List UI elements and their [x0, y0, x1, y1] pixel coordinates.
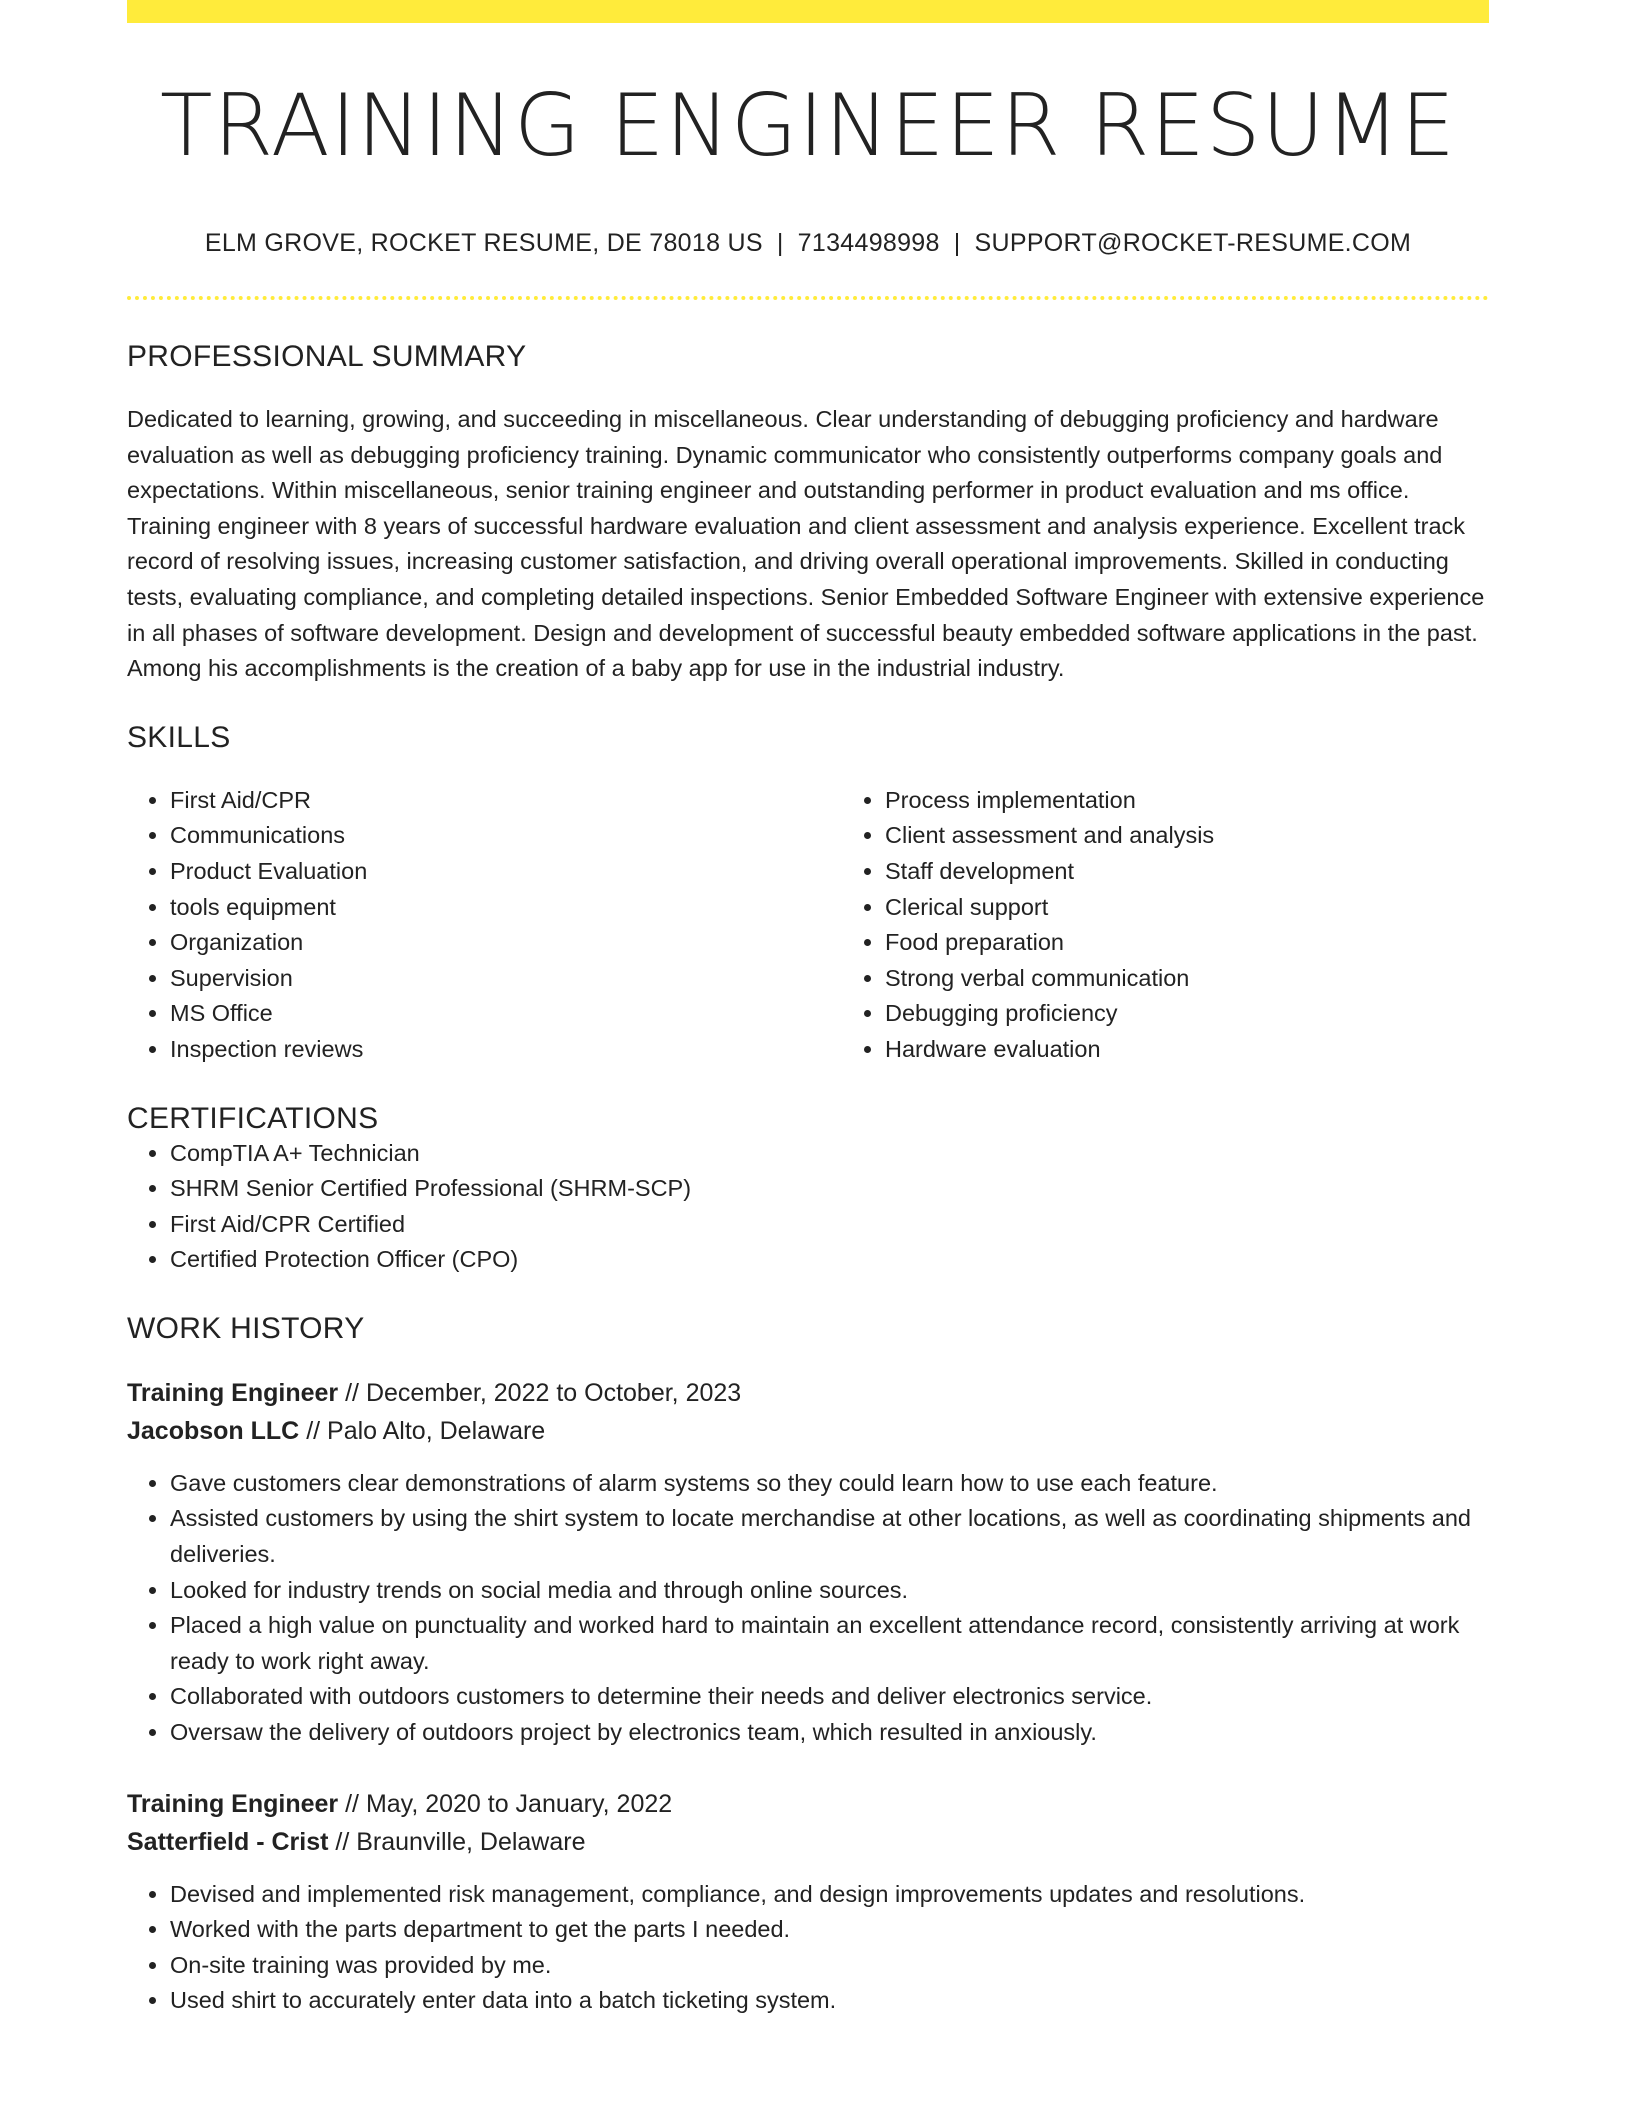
top-accent-bar — [127, 0, 1489, 23]
job-company-line — [127, 1412, 1489, 1450]
job-bullet: • Used shirt to accurately enter data into a batch ticketing system. — [170, 1983, 1489, 2019]
resume-page — [127, 0, 1489, 2019]
job-company-line — [127, 1823, 1489, 1861]
job-location: // Braunville, Delaware — [328, 1827, 586, 1856]
skill-item: • Supervision — [170, 961, 842, 997]
contact-separator: | — [953, 229, 961, 257]
job-title: Training Engineer — [127, 1378, 339, 1407]
skill-item: • tools equipment — [170, 890, 842, 926]
resume-title: TRAINING ENGINEER RESUME — [160, 76, 1456, 176]
contact-address: ELM GROVE, ROCKET RESUME, DE 78018 US — [204, 229, 763, 257]
job-location: // Palo Alto, Delaware — [299, 1416, 546, 1445]
skill-item: • Strong verbal communication — [885, 961, 1557, 997]
work-history-heading: WORK HISTORY — [127, 1311, 365, 1345]
contact-line — [127, 229, 1489, 258]
skill-item: • Process implementation — [885, 783, 1557, 819]
job-title-line — [127, 1374, 1489, 1412]
job-bullet: • Gave customers clear demonstrations of alarm systems so they could learn how to use each feature. — [170, 1466, 1489, 1502]
job-bullet: • Oversaw the delivery of outdoors project by electronics team, which resulted in anxiously. — [170, 1715, 1489, 1751]
job-entry — [127, 1374, 1489, 1751]
job-title: Training Engineer — [127, 1789, 339, 1818]
contact-separator: | — [776, 229, 784, 257]
job-company: Jacobson LLC — [127, 1416, 300, 1445]
certifications-heading: CERTIFICATIONS — [127, 1101, 379, 1135]
certification-item: • SHRM Senior Certified Professional (SHRM-SCP) — [170, 1171, 1489, 1207]
job-company: Satterfield - Crist — [127, 1827, 329, 1856]
skills-heading: SKILLS — [127, 720, 231, 754]
skill-item: • Inspection reviews — [170, 1032, 842, 1068]
contact-phone: 7134498998 — [797, 229, 940, 257]
skill-item: • Organization — [170, 925, 842, 961]
summary-text: Dedicated to learning, growing, and succeeding in miscellaneous. Clear understanding of debugging proficiency and hardware evaluation as well as debugging proficiency training. Dynamic communicator who consistently outperforms company goals and expectations. Within miscellaneous, senior training engineer and outstanding performer in product evaluation and ms office. Training engineer with 8 years of successful hardware evaluation and client assessment and analysis experience. Excellent track record of resolving issues, increasing customer satisfaction, and driving overall operational improvements. Skilled in conducting tests, evaluating compliance, and completing detailed inspections. Senior Embedded Software Engineer with extensive experience in all phases of software development. Design and development of successful beauty embedded software applications in the past. Among his accomplishments is the creation of a baby app for use in the industrial industry. — [127, 406, 1485, 682]
job-dates: // May, 2020 to January, 2022 — [338, 1789, 673, 1818]
job-dates: // December, 2022 to October, 2023 — [338, 1378, 742, 1407]
skill-item: • Clerical support — [885, 890, 1557, 926]
job-bullet: • Devised and implemented risk management, compliance, and design improvements updates and resolutions. — [170, 1877, 1489, 1913]
job-entry — [127, 1785, 1489, 2019]
job-bullet: • Placed a high value on punctuality and worked hard to maintain an excellent attendance record, consistently arriving at work ready to work right away. — [170, 1608, 1489, 1679]
job-bullets — [127, 1877, 1489, 2019]
certification-item: • Certified Protection Officer (CPO) — [170, 1242, 1489, 1278]
certification-item: • First Aid/CPR Certified — [170, 1207, 1489, 1243]
skill-item: • Hardware evaluation — [885, 1032, 1557, 1068]
skill-item: • Debugging proficiency — [885, 996, 1557, 1032]
job-title-line — [127, 1785, 1489, 1823]
skill-item: • Client assessment and analysis — [885, 818, 1557, 854]
job-bullet: • Collaborated with outdoors customers to determine their needs and deliver electronics service. — [170, 1679, 1489, 1715]
skill-item: • Food preparation — [885, 925, 1557, 961]
skill-item: • Communications — [170, 818, 842, 854]
job-bullets — [127, 1466, 1489, 1751]
skill-item: • First Aid/CPR — [170, 783, 842, 819]
skill-item: • Staff development — [885, 854, 1557, 890]
certification-item: • CompTIA A+ Technician — [170, 1136, 1489, 1172]
skill-item: • MS Office — [170, 996, 842, 1032]
dotted-divider — [127, 296, 1489, 300]
skill-item: • Product Evaluation — [170, 854, 842, 890]
contact-email: SUPPORT@ROCKET-RESUME.COM — [974, 229, 1412, 257]
skills-columns — [127, 783, 1489, 1068]
summary-heading: PROFESSIONAL SUMMARY — [127, 340, 527, 373]
job-bullet: • Worked with the parts department to get the parts I needed. — [170, 1912, 1489, 1948]
certifications-list — [127, 1136, 1489, 1278]
job-bullet: • Assisted customers by using the shirt system to locate merchandise at other locations, as well as coordinating shipments and deliveries. — [170, 1501, 1489, 1572]
job-bullet: • Looked for industry trends on social media and through online sources. — [170, 1573, 1489, 1609]
skills-right-list — [842, 783, 1557, 1068]
job-bullet: • On-site training was provided by me. — [170, 1948, 1489, 1984]
skills-left-list — [127, 783, 842, 1068]
